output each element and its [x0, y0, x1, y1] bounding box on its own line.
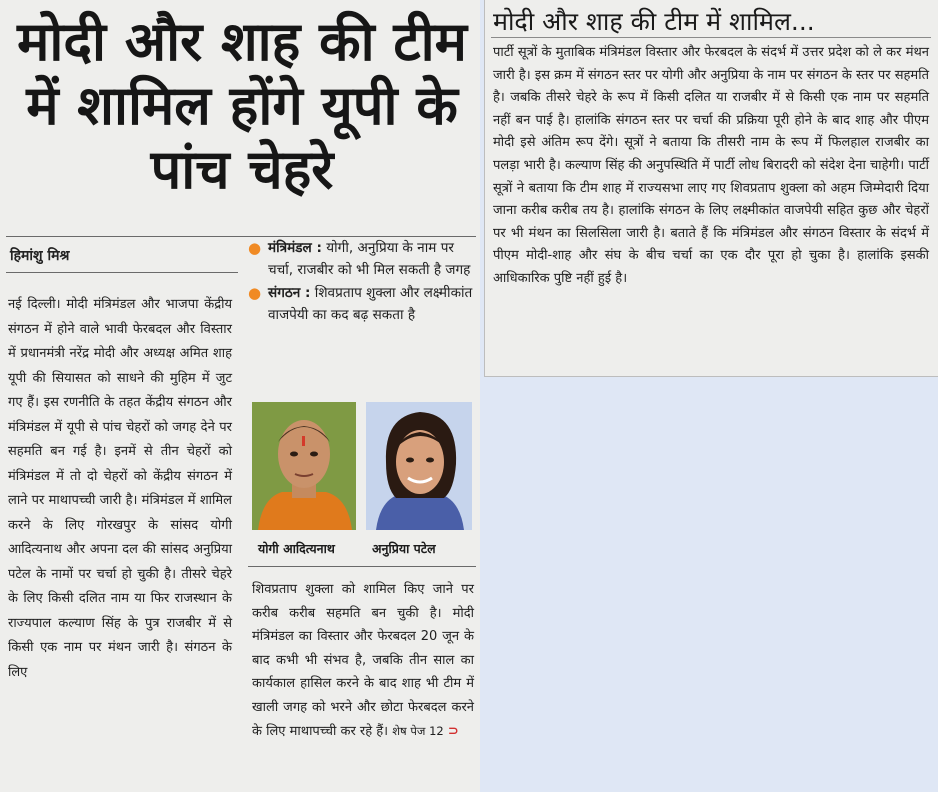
continued-note: शेष पेज 12	[392, 723, 444, 738]
highlight-text: योगी, अनुप्रिया के नाम पर चर्चा, राजबीर को भी मिल सकती है जगह	[268, 240, 471, 278]
divider	[6, 272, 238, 273]
highlight-item	[248, 238, 474, 281]
article-column-2	[252, 578, 474, 743]
photo-caption: योगी आदित्यनाथ	[258, 541, 335, 556]
photo-caption: अनुप्रिया पटेल	[372, 541, 436, 556]
continue-arrow-icon: ⊃	[447, 723, 459, 739]
portrait-icon	[252, 402, 356, 530]
headline: मोदी और शाह की टीम में शामिल होंगे यूपी के पांच चेहरे	[17, 10, 467, 201]
portrait-icon	[366, 402, 472, 530]
highlight-text: शिवप्रताप शुक्ला और लक्ष्मीकांत वाजपेयी का कद बढ़ सकता है	[268, 285, 473, 323]
photo-yogi	[252, 402, 356, 530]
article-paragraph: नई दिल्ली। मोदी मंत्रिमंडल और भाजपा केंद्रीय संगठन में होने वाले भावी फेरबदल और विस्तार में प्रधानमंत्री नरेंद्र मोदी और अध्यक्ष अमित शाह यूपी की सियासत को साधने की मुहिम में जुट गए हैं। इस रणनीति के तहत केंद्रीय संगठन और मंत्रिमंडल में यूपी से पांच चेहरों को जगह देने पर सहमति बन गई है। इनमें से तीन चेहरों को मंत्रिमंडल में तो दो चेहरों को केंद्रीय संगठन में लाने पर माथापच्ची जारी है। मंत्रिमंडल में शामिल करने के लिए गोरखपुर के सांसद योगी आदित्यनाथ और अपना दल की सांसद अनुप्रिया पटेल के नामों पर चर्चा हो चुकी है। तीसरे चेहरे के लिए किसी दलित नाम या फिर राजस्थान के राज्यपाल कल्याण सिंह के पुत्र राजबीर में से किसी एक नाम पर मंथन जारी है। संगठन के लिए	[8, 297, 232, 680]
highlight-label: मंत्रिमंडल :	[268, 240, 322, 256]
divider	[6, 236, 476, 237]
continuation-body	[493, 42, 929, 291]
photo-anupriya	[366, 402, 472, 530]
byline: हिमांशु मिश्र	[10, 248, 70, 264]
bullet-icon: ●	[248, 284, 262, 302]
divider	[491, 37, 931, 38]
article-paragraph: पार्टी सूत्रों के मुताबिक मंत्रिमंडल विस्तार और फेरबदल के संदर्भ में उत्तर प्रदेश को ले कर मंथन जारी है। इस क्रम में संगठन स्तर पर योगी और अनुप्रिया के नाम पर संगठन के स्तर पर सहमति है। जबकि तीसरे चेहरे के रूप में किसी दलित या राजबीर में से किसी एक नाम पर सहमति नहीं बन पाई है। हालांकि संगठन स्तर पर चर्चा की प्रक्रिया पूरी होने के बाद शाह और पीएम मोदी इसे अंतिम रूप देंगे। सूत्रों ने बताया कि तीसरी नाम के रूप में फिलहाल राजबीर का पलड़ा भारी है। कल्याण सिंह की अनुपस्थिति में पार्टी लोध बिरादरी को संदेश देना चाहेगी। पार्टी सूत्रों ने बताया कि टीम शाह में राज्यसभा लाए गए शिवप्रताप शुक्ला को अहम जिम्मेदारी दिया जाना करीब करीब तय है। हालांकि संगठन के लिए लक्ष्मीकांत वाजपेयी सहित कुछ और चेहरों पर भी मंथन का सिलसिला जारी है। बताते हैं कि मंत्रिमंडल और संगठन विस्तार के संदर्भ में पीएम मोदी-शाह और संघ के बीच चर्चा का एक दौर पूरा हो चुका है। हालांकि इसकी आधिकारिक पुष्टि नहीं हुई है।	[493, 45, 929, 286]
highlight-item	[248, 283, 474, 326]
continuation-headline: मोदी और शाह की टीम में शामिल...	[493, 7, 815, 36]
highlight-label: संगठन :	[268, 285, 311, 301]
highlights-box	[248, 238, 474, 328]
divider	[248, 566, 476, 567]
bullet-icon: ●	[248, 239, 262, 257]
continuation-clipping	[484, 0, 938, 377]
article-column-1	[8, 293, 232, 685]
article-paragraph: शिवप्रताप शुक्ला को शामिल किए जाने पर करीब करीब सहमति बन चुकी है। मोदी मंत्रिमंडल का विस्तार और फेरबदल 20 जून के बाद कभी भी संभव है, जबकि तीन साल का कार्यकाल हासिल करने के बाद शाह भी टीम में खाली जगह को भरने और छोटा फेरबदल करने के लिए माथापच्ची कर रहे हैं।	[252, 582, 474, 739]
